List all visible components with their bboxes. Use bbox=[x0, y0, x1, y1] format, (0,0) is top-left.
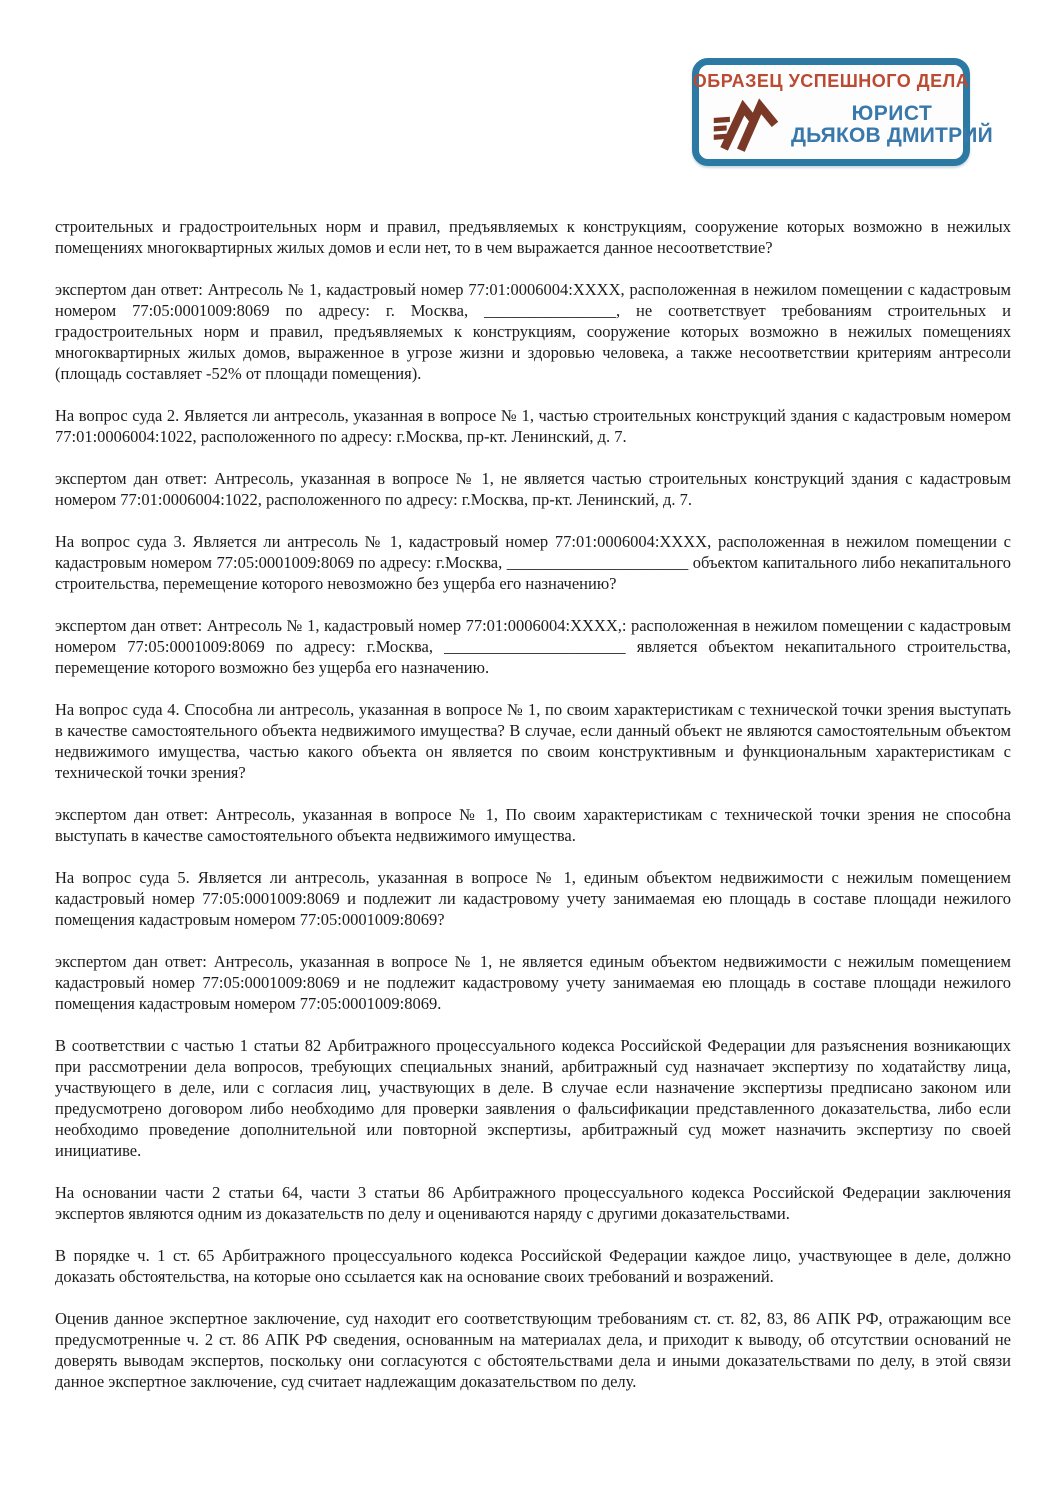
document-paragraph: экспертом дан ответ: Антресоль, указанная в вопросе № 1, не является частью строительных конструкций здания с кадастровым номером 77:01:0006004:1022, расположенного по адресу: г.Москва, пр-кт. Ленинский, д. 7. bbox=[55, 469, 1011, 509]
stylized-k-logo-icon bbox=[707, 96, 785, 154]
logo-title-lawyer: ЮРИСТ bbox=[851, 101, 933, 125]
document-paragraph: экспертом дан ответ: Антресоль № 1, кадастровый номер 77:01:0006004:ХХХХ, расположенная в нежилом помещении с кадастровым номером 77:05:0001009:8069 по адресу: г. Москва, ________________, не соответствует требованиям строительных и градостроительных норм и правил, предъявляемых к конструкциям, сооружение которых возможно в нежилых помещениях многоквартирных жилых домов, выраженное в угрозе жизни и здоровью человека, а также несоответствии критериям антресоли (площадь составляет -52% от площади помещения). bbox=[55, 280, 1011, 383]
document-paragraph: В соответствии с частью 1 статьи 82 Арбитражного процессуального кодекса Российской Федерации для разъяснения возникающих при рассмотрении дела вопросов, требующих специальных знаний, арбитражный суд назначает экспертизу по ходатайству лица, участвующего в деле, или с согласия лиц, участвующих в деле. В случае если назначение экспертизы предписано законом или предусмотрено договором либо необходимо для проверки заявления о фальсификации представленного доказательства, либо если необходимо проведение дополнительной или повторной экспертизы, арбитражный суд может назначить экспертизу по своей инициативе. bbox=[55, 1036, 1011, 1160]
document-paragraph: строительных и градостроительных норм и правил, предъявляемых к конструкциям, сооружение которых возможно в нежилых помещениях многоквартирных жилых домов и если нет, то в чем выражается данное несоответствие? bbox=[55, 217, 1011, 257]
logo-title-name: ДЬЯКОВ ДМИТРИЙ bbox=[791, 123, 993, 147]
logo-title-block bbox=[791, 103, 993, 147]
law-firm-logo-stamp bbox=[692, 58, 993, 166]
logo-banner-text: ОБРАЗЕЦ УСПЕШНОГО ДЕЛА bbox=[692, 71, 970, 91]
document-body bbox=[55, 216, 1011, 1413]
document-paragraph: На основании части 2 статьи 64, части 3 статьи 86 Арбитражного процессуального кодекса Российской Федерации заключения экспертов являются одним из доказательств по делу и оцениваются наряду с другими доказательствами. bbox=[55, 1183, 1011, 1223]
document-paragraph: На вопрос суда 2. Является ли антресоль, указанная в вопросе № 1, частью строительных конструкций здания с кадастровым номером 77:01:0006004:1022, расположенного по адресу: г.Москва, пр-кт. Ленинский, д. 7. bbox=[55, 406, 1011, 446]
document-paragraph: экспертом дан ответ: Антресоль, указанная в вопросе № 1, не является единым объектом недвижимости с нежилым помещением кадастровый номер 77:05:0001009:8069 и не подлежит кадастровому учету занимаемая ею площадь в составе площади нежилого помещения кадастровым номером 77:05:0001009:8069. bbox=[55, 952, 1011, 1013]
document-paragraph: В порядке ч. 1 ст. 65 Арбитражного процессуального кодекса Российской Федерации каждое лицо, участвующее в деле, должно доказать обстоятельства, на которые оно ссылается как на основание своих требований и возражений. bbox=[55, 1246, 1011, 1286]
document-paragraph: На вопрос суда 5. Является ли антресоль, указанная в вопросе № 1, единым объектом недвижимости с нежилым помещением кадастровый номер 77:05:0001009:8069 и подлежит ли кадастровому учету занимаемая ею площадь в составе площади нежилого помещения кадастровым номером 77:05:0001009:8069? bbox=[55, 868, 1011, 929]
document-paragraph: Оценив данное экспертное заключение, суд находит его соответствующим требованиям ст. ст. 82, 83, 86 АПК РФ, отражающим все предусмотренные ч. 2 ст. 86 АПК РФ сведения, основанным на материалах дела, и приходит к выводу, об отсутствии оснований не доверять выводам экспертов, поскольку они согласуются с обстоятельствами дела и иными доказательствами по делу, в этой связи данное экспертное заключение, суд считает надлежащим доказательством по делу. bbox=[55, 1309, 1011, 1391]
document-paragraph: экспертом дан ответ: Антресоль, указанная в вопросе № 1, По своим характеристикам с технической точки зрения не способна выступать в качестве самостоятельного объекта недвижимого имущества. bbox=[55, 805, 1011, 845]
document-paragraph: экспертом дан ответ: Антресоль № 1, кадастровый номер 77:01:0006004:ХХХХ,: расположенная в нежилом помещении с кадастровым номером 77:05:0001009:8069 по адресу: г.Москва, ______________________ является объектом некапитального строительства, перемещение которого возможно без ущерба его назначению. bbox=[55, 616, 1011, 677]
document-paragraph: На вопрос суда 4. Способна ли антресоль, указанная в вопросе № 1, по своим характеристикам с технической точки зрения выступать в качестве самостоятельного объекта недвижимого имущества? В случае, если данный объект не являются самостоятельным объектом недвижимого имущества, частью какого объекта он является по своим конструктивным и функциональным характеристикам с технической точки зрения? bbox=[55, 700, 1011, 782]
document-paragraph: На вопрос суда 3. Является ли антресоль № 1, кадастровый номер 77:01:0006004:ХХХХ, расположенная в нежилом помещении с кадастровым номером 77:05:0001009:8069 по адресу: г.Москва, ______________________ объектом капитального либо некапитального строительства, перемещение которого невозможно без ущерба его назначению? bbox=[55, 532, 1011, 593]
